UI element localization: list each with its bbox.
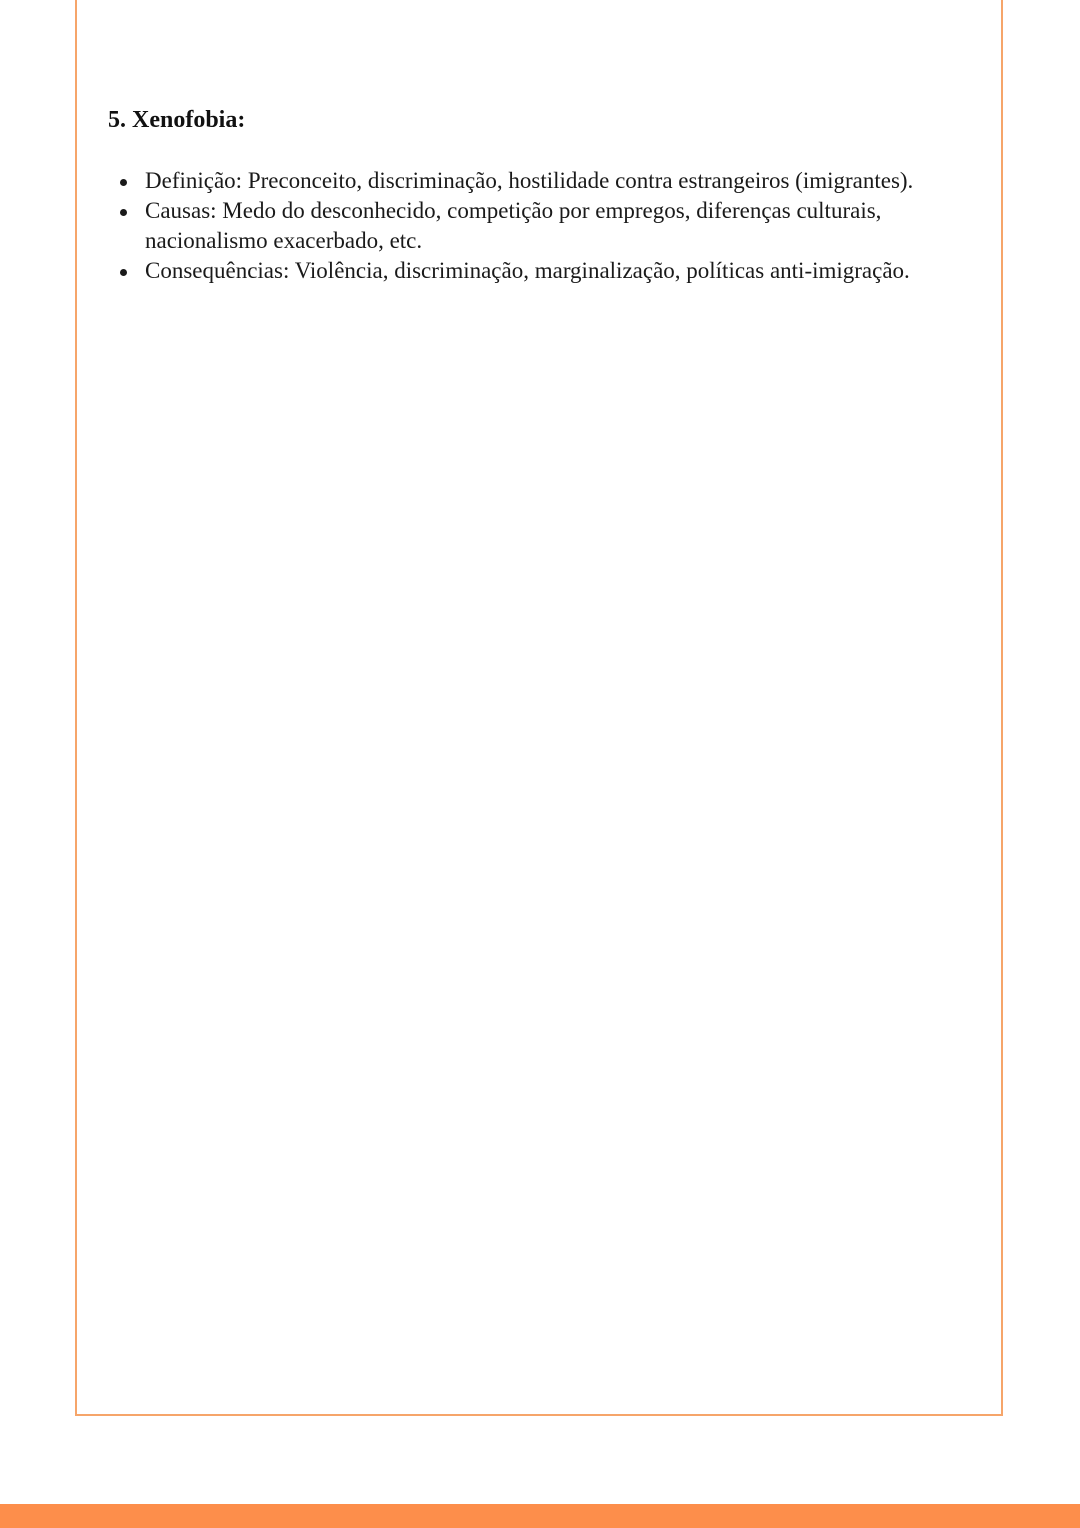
list-item-text: Consequências: Violência, discriminação, marginalização, políticas anti-imigração. (145, 258, 910, 283)
bullet-icon (120, 179, 127, 186)
list-item-consequencias (145, 256, 945, 286)
bullet-list (145, 166, 945, 286)
list-item-definicao (145, 166, 945, 196)
footer-accent-bar (0, 1504, 1080, 1528)
bullet-icon (120, 209, 127, 216)
bullet-icon (120, 269, 127, 276)
list-item-text: Definição: Preconceito, discriminação, hostilidade contra estrangeiros (imigrantes). (145, 168, 914, 193)
list-item-text: Causas: Medo do desconhecido, competição por empregos, diferenças culturais, nacionalismo exacerbado, etc. (145, 198, 882, 253)
list-item-causas (145, 196, 945, 256)
section-heading: 5. Xenofobia: (108, 107, 246, 133)
